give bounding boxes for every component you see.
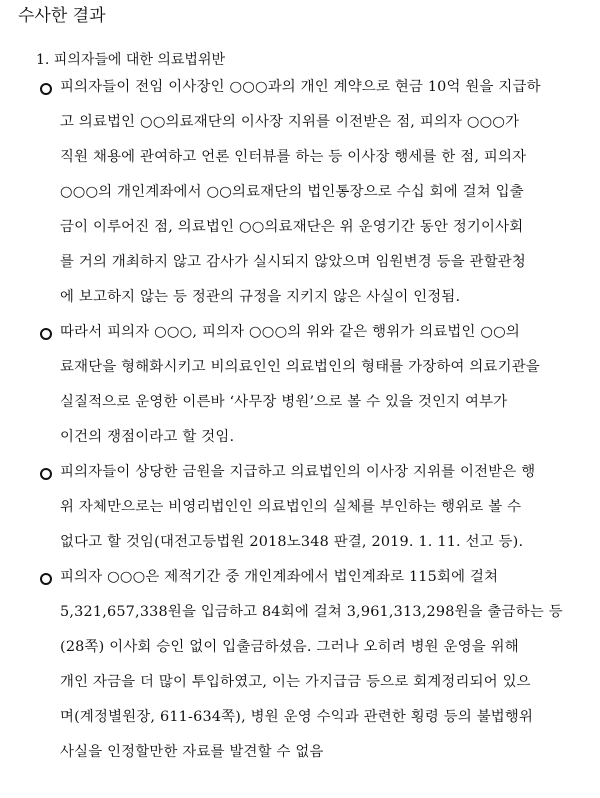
- paragraph-line: 개인 자금을 더 많이 투입하였고, 이는 가지급금 등으로 회계정리되어 있으: [60, 674, 531, 690]
- paragraph-line: 실질적으로 운영한 이른바 ‘사무장 병원’으로 볼 수 있을 것인지 여부가: [60, 394, 508, 410]
- paragraph-line: 이건의 쟁점이라고 할 것임.: [60, 429, 235, 445]
- paragraph-line: 피의자들이 상당한 금원을 지급하고 의료법인의 이사장 지위를 이전받은 행: [60, 464, 536, 480]
- paragraph-line: 고 의료법인 ○○의료재단의 이사장 지위를 이전받은 점, 피의자 ○○○가: [60, 114, 520, 130]
- hollow-circle-bullet-icon: [40, 328, 52, 340]
- bullet-paragraph: [18, 74, 582, 319]
- page-title: 수사한 결과: [18, 6, 106, 26]
- paragraph-line: 에 보고하지 않는 등 정관의 규정을 지키지 않은 사실이 인정됨.: [60, 289, 461, 305]
- paragraph-line: 금이 이루어진 점, 의료법인 ○○의료재단은 위 운영기간 동안 정기이사회: [60, 219, 524, 235]
- paragraph-line: 피의자 ○○○은 제적기간 중 개인계좌에서 법인계좌로 115회에 걸쳐: [60, 569, 499, 585]
- paragraph-line: 직원 채용에 관여하고 언론 인터뷰를 하는 등 이사장 행세를 한 점, 피의자: [60, 149, 527, 165]
- bullet-paragraph: [18, 564, 582, 774]
- bullet-paragraph: [18, 459, 582, 564]
- paragraph-line: ○○○의 개인계좌에서 ○○의료재단의 법인통장으로 수십 회에 걸쳐 입출: [60, 184, 524, 200]
- hollow-circle-bullet-icon: [40, 573, 52, 585]
- paragraph-line: 를 거의 개최하지 않고 감사가 실시되지 않았으며 임원변경 등을 관할관청: [60, 254, 527, 270]
- paragraph-line: 료재단을 형해화시키고 비의료인인 의료법인의 형태를 가장하여 의료기관을: [60, 359, 540, 375]
- paragraph-line: 사실을 인정할만한 자료를 발견할 수 없음: [60, 744, 324, 760]
- paragraph-line: 위 자체만으로는 비영리법인인 의료법인의 실체를 부인하는 행위로 볼 수: [60, 499, 522, 515]
- paragraph-line: 며(계정별원장, 611-634쪽), 병원 운영 수익과 관련한 횡령 등의 불법행위: [60, 709, 534, 725]
- section-heading: 1. 피의자들에 대한 의료법위반: [36, 52, 225, 68]
- document-body: [18, 74, 582, 774]
- bullet-paragraph: [18, 319, 582, 459]
- paragraph-line: 따라서 피의자 ○○○, 피의자 ○○○의 위와 같은 행위가 의료법인 ○○의: [60, 324, 521, 340]
- hollow-circle-bullet-icon: [40, 83, 52, 95]
- paragraph-line: 5,321,657,338원을 입금하고 84회에 걸쳐 3,961,313,298원을 출금하는 등: [60, 604, 563, 620]
- hollow-circle-bullet-icon: [40, 468, 52, 480]
- paragraph-line: 피의자들이 전임 이사장인 ○○○과의 개인 계약으로 현금 10억 원을 지급하: [60, 79, 541, 95]
- paragraph-line: 없다고 할 것임(대전고등법원 2018노348 판결, 2019. 1. 11. 선고 등).: [60, 534, 524, 550]
- paragraph-line: (28쪽) 이사회 승인 없이 입출금하셨음. 그러나 오히려 병원 운영을 위해: [60, 639, 519, 655]
